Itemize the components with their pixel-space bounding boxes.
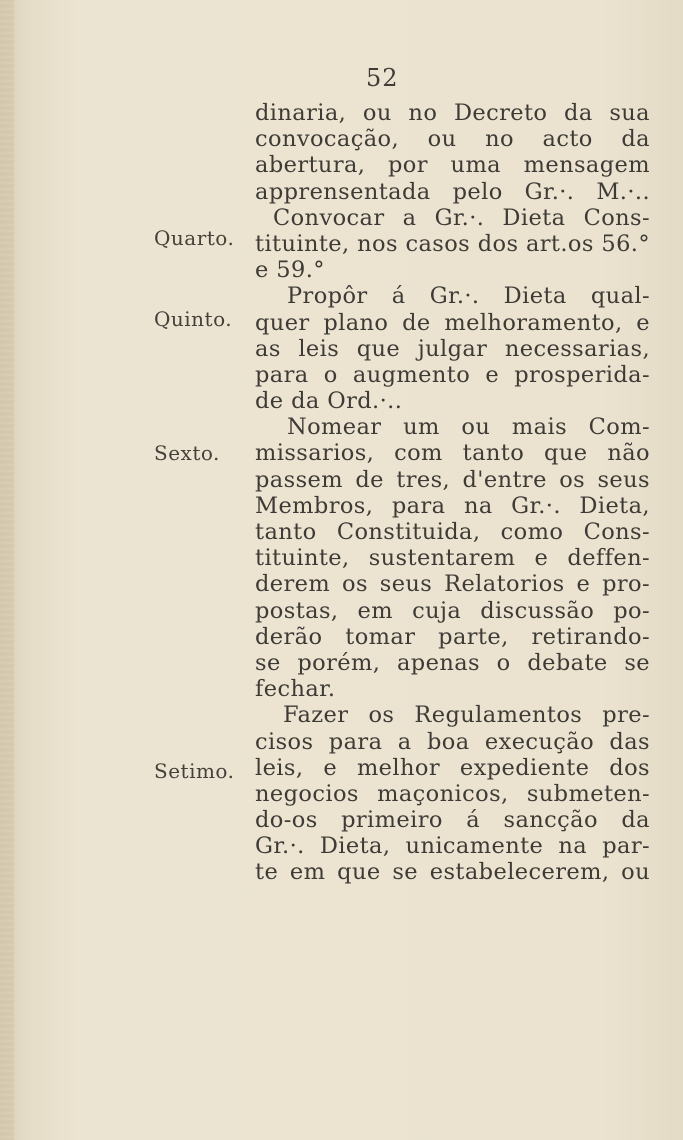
- text-line: negocios maçonicos, submeten-: [255, 780, 650, 807]
- text-line: convocação, ou no acto da: [255, 126, 650, 153]
- text-line: Nomear um ou mais Com-: [287, 414, 650, 441]
- text-line: as leis que julgar necessarias,: [255, 335, 650, 362]
- text-line: passem de tres, d'entre os seus: [255, 466, 650, 493]
- page-number: 52: [366, 64, 399, 92]
- body-text: [255, 100, 650, 886]
- text-line: de da Ord.·..: [255, 388, 403, 415]
- margin-label-sexto: Sexto.: [154, 441, 220, 465]
- margin-label-quarto: Quarto.: [154, 226, 235, 250]
- text-line: postas, em cuja discussão po-: [255, 597, 650, 624]
- text-line: tituinte, nos casos dos art.os 56.°: [255, 230, 650, 257]
- text-line: derão tomar parte, retirando-: [255, 623, 650, 650]
- text-line: dinaria, ou no Decreto da sua: [255, 100, 650, 126]
- text-line: leis, e melhor expediente dos: [255, 754, 650, 781]
- text-line: cisos para a boa execução das: [255, 728, 650, 755]
- page-gutter: [0, 0, 14, 1140]
- text-line: Gr.·. Dieta, unicamente na par-: [255, 833, 650, 860]
- text-line: Fazer os Regulamentos pre-: [283, 702, 650, 729]
- text-line: apprensentada pelo Gr.·. M.·..: [255, 178, 650, 205]
- text-line: fechar.: [255, 676, 336, 703]
- text-line: quer plano de melhoramento, e: [255, 309, 650, 336]
- text-line: tanto Constituida, como Cons-: [255, 519, 650, 545]
- text-line: do-os primeiro á sancção da: [255, 807, 650, 834]
- text-line: Membros, para na Gr.·. Dieta,: [255, 492, 650, 519]
- text-line: missarios, com tanto que não: [255, 440, 650, 467]
- text-line: tituinte, sustentarem e deffen-: [255, 545, 650, 572]
- text-line: Propôr á Gr.·. Dieta qual-: [287, 283, 650, 310]
- text-line: derem os seus Relatorios e pro-: [255, 571, 650, 598]
- text-line: para o augmento e prosperida-: [255, 361, 650, 388]
- text-line: se porém, apenas o debate se: [255, 649, 650, 676]
- text-line: abertura, por uma mensagem: [255, 152, 650, 179]
- text-line: te em que se estabelecerem, ou: [255, 859, 650, 886]
- margin-label-setimo: Setimo.: [154, 759, 235, 783]
- text-line: Convocar a Gr.·. Dieta Cons-: [273, 204, 650, 231]
- text-line: e 59.°: [255, 257, 325, 284]
- margin-label-quinto: Quinto.: [154, 307, 233, 331]
